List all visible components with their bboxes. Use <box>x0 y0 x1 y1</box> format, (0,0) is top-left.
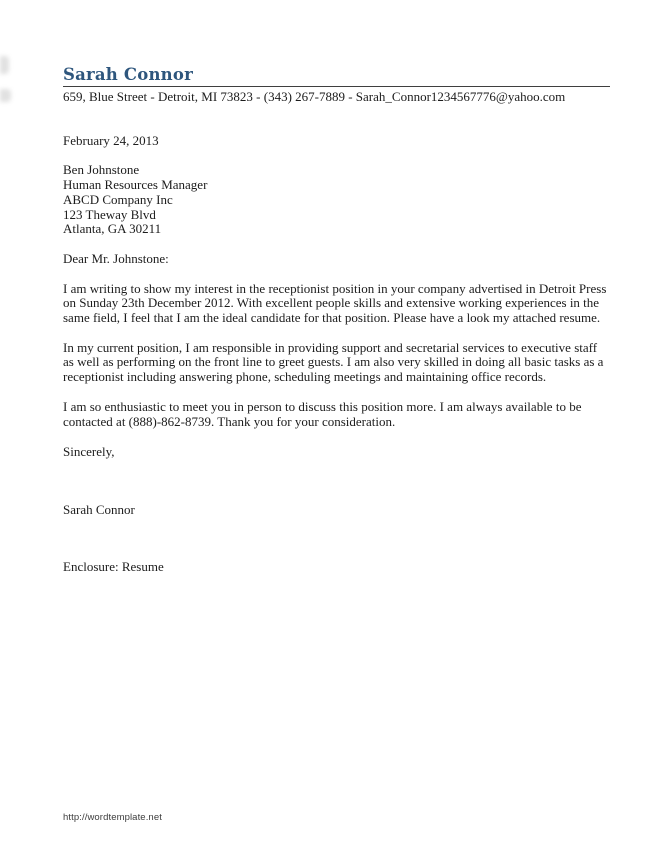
body-paragraph-2: In my current position, I am responsible in providing support and secretarial services to executive staff as well as performing on the front line to greet guests. I am also very skilled in doing all basic tasks as a receptionist including answering phone, scheduling meetings and maintaining office records. <box>63 339 604 385</box>
letter-date: February 24, 2013 <box>63 132 159 148</box>
recipient-company: ABCD Company Inc <box>63 191 173 207</box>
recipient-name: Ben Johnstone <box>63 162 140 178</box>
recipient-title: Human Resources Manager <box>63 177 208 193</box>
signature-name: Sarah Connor <box>63 501 135 517</box>
recipient-address-block <box>63 163 610 237</box>
recipient-city-state-zip: Atlanta, GA 30211 <box>63 221 162 237</box>
enclosure-line: Enclosure: Resume <box>63 558 164 574</box>
recipient-street: 123 Theway Blvd <box>63 206 156 222</box>
sender-contact-line: 659, Blue Street - Detroit, MI 73823 - (343) 267-7889 - Sarah_Connor1234567776@yahoo.com <box>63 89 566 104</box>
body-paragraph-1: I am writing to show my interest in the receptionist position in your company advertised in Detroit Press on Sunday 23th December 2012. With excellent people skills and extensive working experiences in the same field, I feel that I am the ideal candidate for that position. Please have a look my attached resume. <box>63 280 607 326</box>
header-divider <box>63 86 610 87</box>
letter-content <box>63 64 610 574</box>
closing-line: Sincerely, <box>63 444 115 460</box>
sender-name-heading: Sarah Connor <box>63 65 193 84</box>
scan-artifact <box>0 56 9 74</box>
salutation: Dear Mr. Johnstone: <box>63 250 169 266</box>
scan-artifact <box>0 89 11 102</box>
template-source-url: http://wordtemplate.net <box>63 812 162 823</box>
body-paragraph-3: I am so enthusiastic to meet you in person to discuss this position more. I am always available to be contacted at (888)-862-8739. Thank you for your consideration. <box>63 398 582 429</box>
